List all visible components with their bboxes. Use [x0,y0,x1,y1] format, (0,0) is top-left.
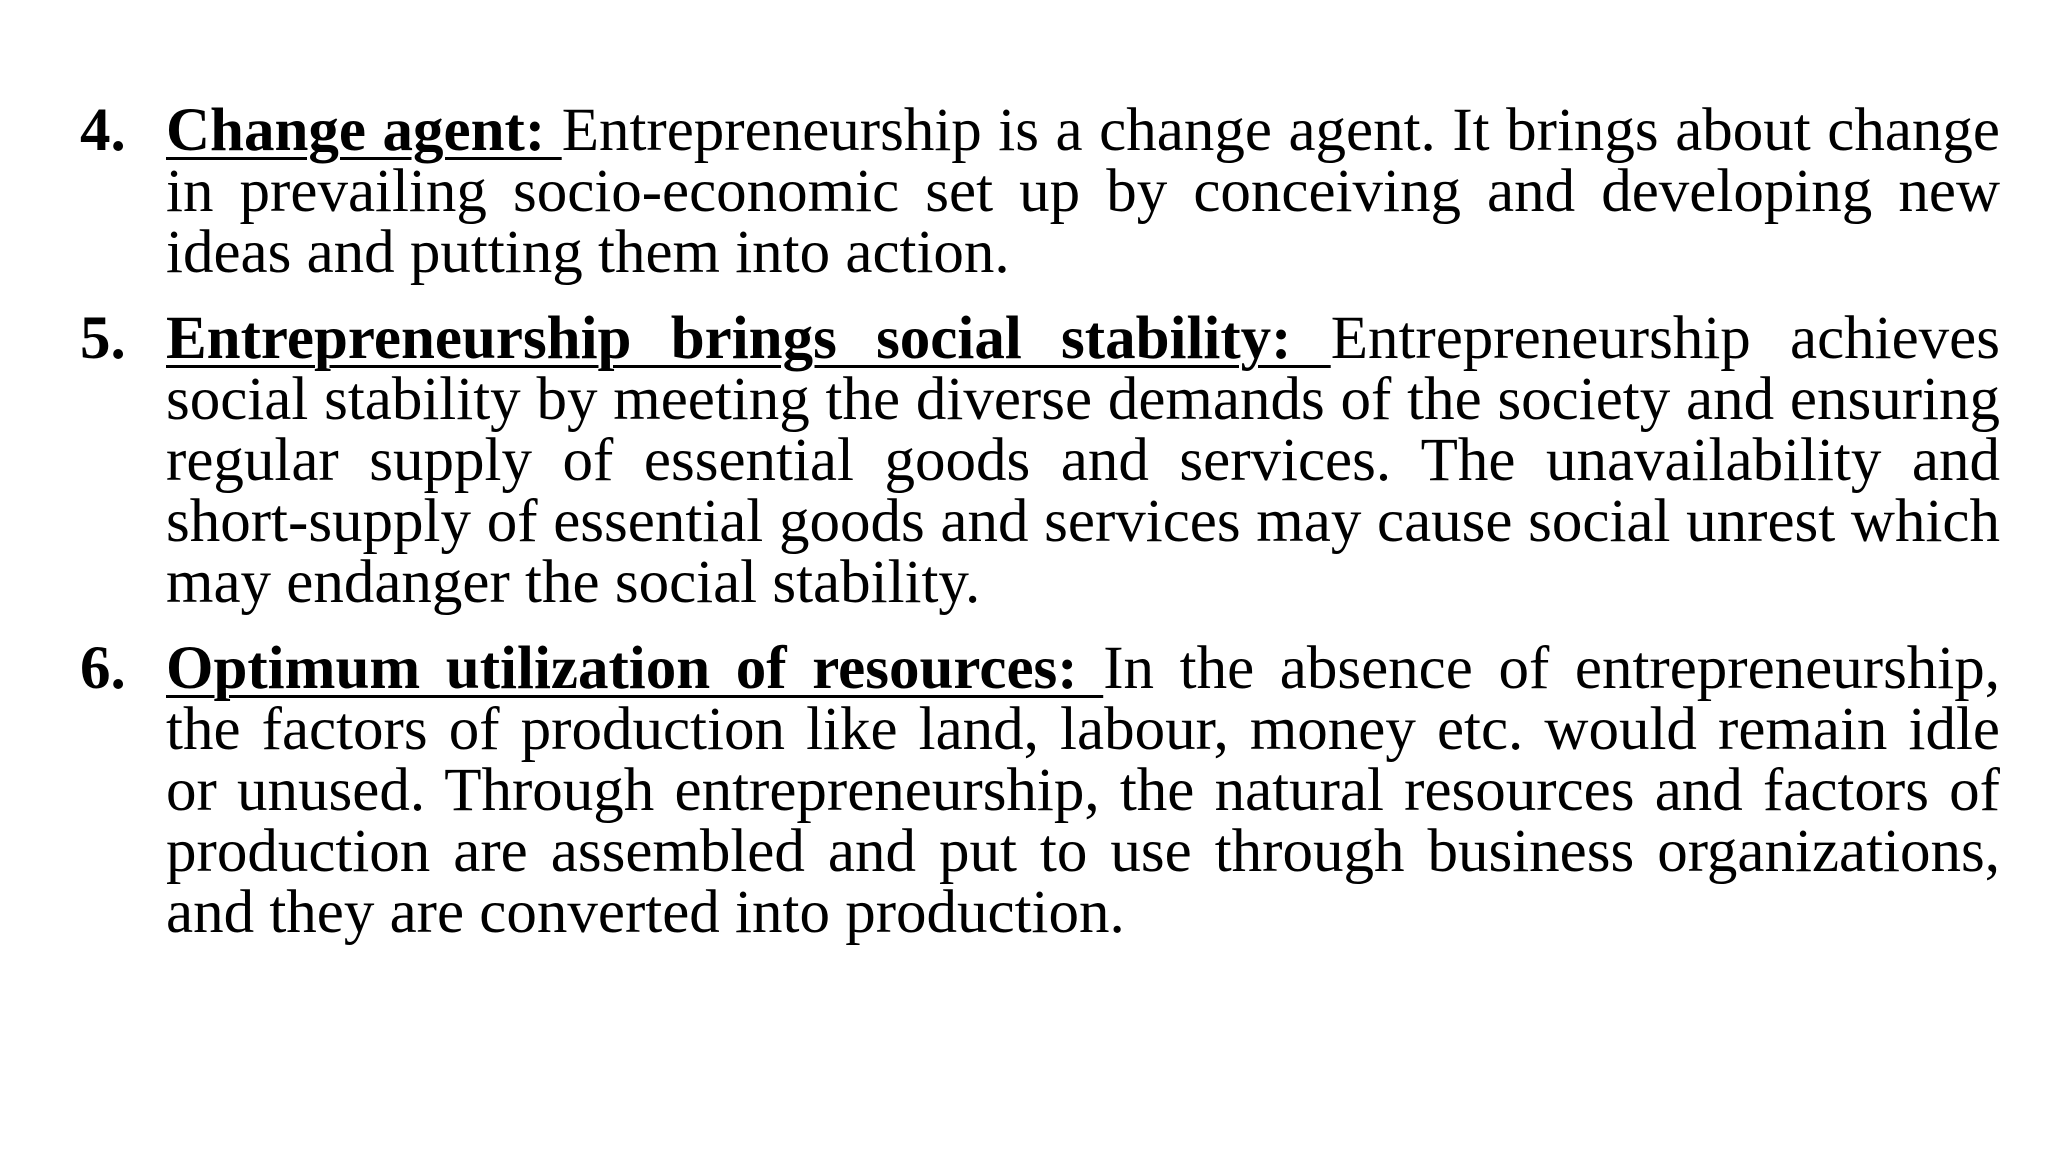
item-heading: Entrepreneurship brings social stability: [166,305,1331,372]
item-heading: Optimum utilization of resources: [166,635,1104,702]
list-item-change-agent [80,97,2000,286]
list-item-optimum-utilization [80,635,2001,946]
item-text: In the absence of entrepreneurship, the factors of production like land, labour, money etc. would remain idle or unused. Through entrepreneurship, the natural resources and factors of production are assembled and put to use through business organizations, and they are converted into production. [166,635,2001,946]
item-number: 4. [80,97,126,164]
numbered-list [80,97,2001,968]
item-text: Entrepreneurship achieves social stability by meeting the diverse demands of the society and ensuring regular supply of essential goods and services. The unavailability and short-supply of essential goods and services may cause social unrest which may endanger the social stability. [166,305,2000,616]
item-number: 5. [80,305,126,372]
item-number: 6. [80,635,126,702]
list-item-social-stability [80,305,2000,616]
item-heading: Change agent: [166,97,562,164]
item-text: Entrepreneurship is a change agent. It brings about change in prevailing socio-economic set up by conceiving and developing new ideas and putting them into action. [166,97,2000,286]
